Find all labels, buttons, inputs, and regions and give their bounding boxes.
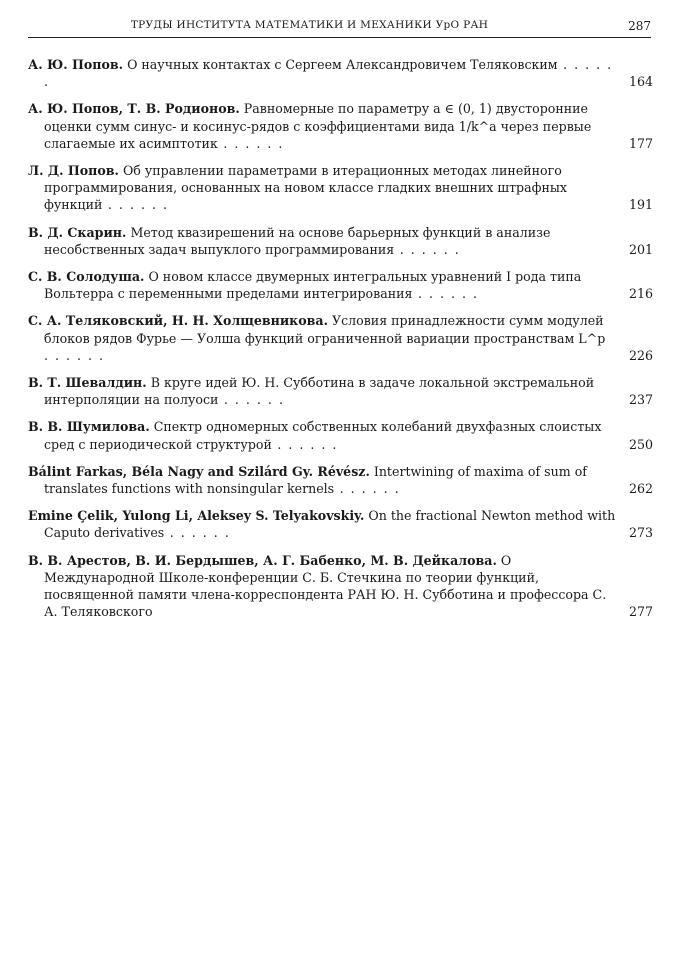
toc-title: О научных контактах с Сергеем Александровичем Теляковским	[127, 57, 558, 72]
toc-entry	[28, 56, 653, 90]
toc-authors: А. Ю. Попов.	[28, 57, 124, 72]
leader-dots: . . . . . .	[271, 436, 338, 452]
toc-title: Условия принадлежности сумм модулей блоков рядов Фурье — Уолша функций ограниченной вариации пространствам L^p	[44, 313, 606, 346]
toc-title: Метод квазирешений на основе барьерных функций в анализе несобственных задач выпуклого программирования	[44, 224, 551, 257]
toc-entry-text	[28, 100, 616, 152]
journal-title: ТРУДЫ ИНСТИТУТА МАТЕМАТИКИ И МЕХАНИКИ УрО РАН	[130, 19, 489, 31]
toc-title: О новом классе двумерных интегральных уравнений I рода типа Вольтерра с переменными пределами интегрирования	[44, 269, 582, 302]
toc-entry-text	[28, 552, 616, 621]
leader-dots: . . . . . .	[44, 57, 613, 90]
toc-authors: Bálint Farkas, Béla Nagy and Szilárd Gy. Révész.	[28, 463, 370, 479]
toc-entry-text	[28, 268, 616, 302]
toc-authors: Emine Çelik, Yulong Li, Aleksey S. Telyakovskiy.	[28, 508, 365, 524]
leader-dots: . . . . . .	[217, 135, 284, 151]
toc-page-number: 237	[628, 392, 653, 408]
table-of-contents	[28, 56, 653, 630]
leader-dots: . . . . . .	[412, 286, 479, 302]
toc-entry-text	[28, 56, 616, 90]
toc-page-number: 216	[628, 286, 653, 302]
toc-authors: В. В. Шумилова.	[28, 419, 150, 435]
toc-entry	[28, 507, 653, 541]
toc-entry	[28, 463, 653, 497]
toc-entry	[28, 224, 653, 258]
toc-authors: В. В. Арестов, В. И. Бердышев, А. Г. Бабенко, М. В. Дейкалова.	[28, 552, 497, 568]
toc-title: О Международной Школе-конференции С. Б. Стечкина по теории функций, посвященной памяти члена-корреспондента РАН Ю. Н. Субботина и профессора С. А. Теляковского	[44, 552, 607, 620]
toc-page-number: 226	[628, 347, 653, 363]
leader-dots: . . . . . .	[164, 525, 231, 541]
toc-entry-text	[28, 463, 616, 497]
leader-dots: . . . . . .	[334, 481, 401, 497]
toc-page-number: 164	[628, 74, 653, 90]
toc-authors: А. Ю. Попов, Т. В. Родионов.	[28, 101, 240, 117]
leader-dots: . . . . . .	[394, 241, 461, 257]
toc-page-number: 250	[628, 436, 653, 452]
toc-authors: С. В. Солодуша.	[28, 269, 145, 285]
toc-entry-text	[28, 418, 616, 452]
toc-entry	[28, 312, 653, 364]
leader-dots: . . . . . .	[44, 347, 105, 363]
toc-entry	[28, 418, 653, 452]
toc-title: Об управлении параметрами в итерационных методах линейного программирования, основанных на новом классе гладких внешних штрафных функций	[44, 163, 567, 213]
toc-entry	[28, 552, 653, 621]
toc-entry-text	[28, 374, 616, 408]
toc-authors: В. Д. Скарин.	[28, 224, 127, 240]
leader-dots: . . . . . .	[218, 392, 285, 408]
toc-entry	[28, 268, 653, 302]
toc-entry	[28, 100, 653, 152]
toc-title: В круге идей Ю. Н. Субботина в задаче локальной экстремальной интерполяции на полуоси	[44, 375, 595, 408]
toc-entry	[28, 374, 653, 408]
toc-title: On the fractional Newton method with Caputo derivatives	[44, 508, 616, 541]
toc-page-number: 262	[628, 481, 653, 497]
toc-page-number: 277	[628, 604, 653, 620]
toc-page-number: 201	[628, 241, 653, 257]
leader-dots: . . . . . .	[102, 197, 169, 213]
toc-entry-text	[28, 312, 616, 364]
toc-title: Равномерные по параметру a ∈ (0, 1) двусторонние оценки сумм синус- и косинус-рядов с коэффициентами вида 1/k^a через первые слагаемые их асимптотик	[44, 101, 592, 151]
toc-title: Спектр одномерных собственных колебаний двухфазных слоистых сред с периодической структурой	[44, 419, 602, 452]
toc-entry	[28, 162, 653, 214]
toc-page-number: 177	[628, 135, 653, 151]
page-number: 287	[628, 19, 651, 33]
toc-authors: В. Т. Шевалдин.	[28, 375, 147, 391]
toc-page-number: 273	[628, 525, 653, 541]
running-header	[28, 15, 651, 38]
toc-authors: Л. Д. Попов.	[28, 163, 119, 179]
toc-authors: С. А. Теляковский, Н. Н. Холщевникова.	[28, 313, 328, 329]
toc-entry-text	[28, 162, 616, 214]
toc-title: Intertwining of maxima of sum of translates functions with nonsingular kernels	[44, 463, 587, 497]
toc-entry-text	[28, 224, 616, 258]
toc-entry-text	[28, 507, 616, 541]
toc-page-number: 191	[628, 197, 653, 213]
